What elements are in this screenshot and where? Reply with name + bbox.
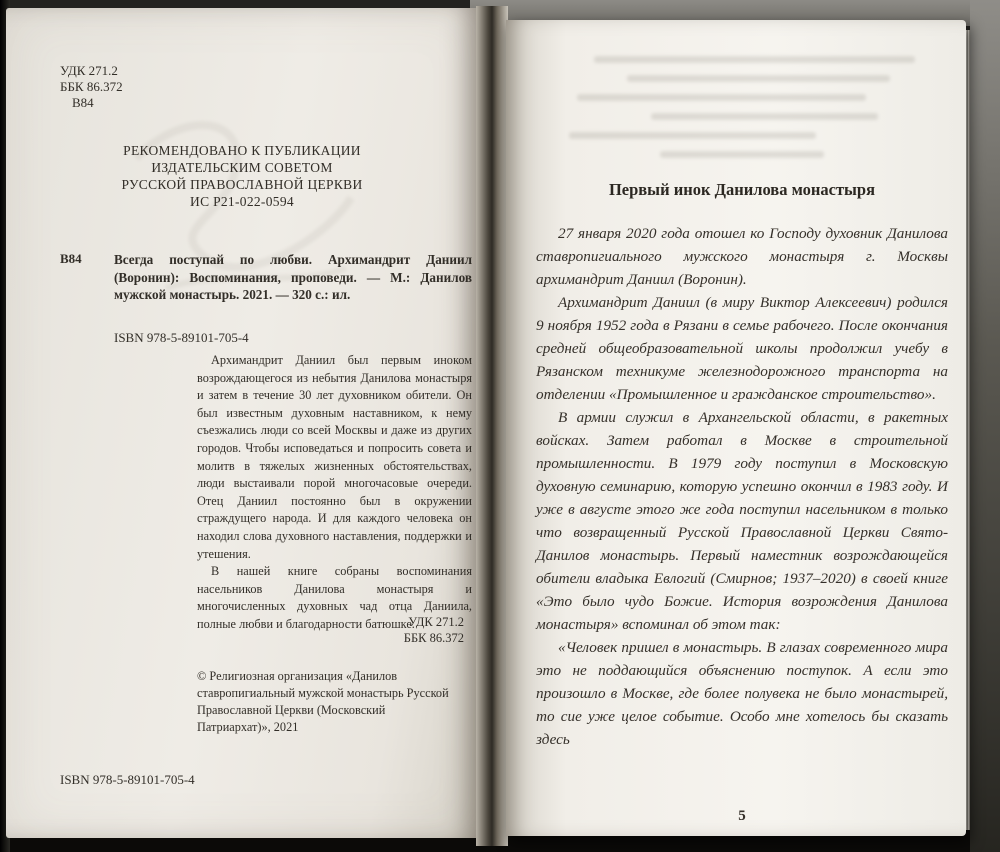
page-number: 5	[738, 808, 746, 824]
isbn-number: ISBN 978-5-89101-705-4	[114, 330, 249, 345]
catalog-code: В84	[60, 251, 82, 266]
recommendation-line: ИС Р21-022-0594	[190, 194, 294, 209]
show-through-line	[627, 75, 891, 82]
show-through-line	[577, 94, 865, 101]
body-paragraph: Архимандрит Даниил (в миру Виктор Алексеевич) родился 9 ноября 1952 года в Рязани в семье рабочего. После окончания средней общеобразовательной школы продолжил учебу в Рязанском техникуме железнодорожного транспорта на отделении «Промышленное и гражданское строительство».	[536, 294, 948, 403]
show-through-line	[594, 56, 915, 63]
recommendation-block	[46, 142, 438, 210]
book-gutter	[476, 6, 508, 846]
author-sign-code: В84	[72, 95, 94, 110]
udk-code: УДК 271.2	[408, 615, 464, 629]
body-paragraph: «Человек пришел в монастырь. В глазах современного мира это не поддающийся объяснению поступок. А если это произошло в Москве, где более полувека не было монастырей, то сие уже целое событие. Особо мне хотелось бы сказать здесь	[536, 639, 948, 748]
recommendation-line: РУССКОЙ ПРАВОСЛАВНОЙ ЦЕРКВИ	[121, 177, 363, 192]
body-paragraph: 27 января 2020 года отошел ко Господу духовник Данилова ставропигиального мужского монастыря г. Москвы архимандрит Даниил (Воронин).	[536, 225, 948, 288]
bbk-code: ББК 86.372	[403, 631, 464, 645]
right-page	[506, 20, 966, 836]
left-page	[6, 8, 478, 838]
annotation-paragraph: В нашей книге собраны воспоминания насельников Данилова монастыря и многочисленных духовных чад отца Даниила, полные любви и благодарности батюшке.	[197, 564, 472, 631]
show-through-line	[569, 132, 816, 139]
table-surface-right	[970, 0, 1000, 852]
show-through-line	[660, 151, 825, 158]
chapter-body	[536, 222, 948, 751]
recommendation-line: РЕКОМЕНДОВАНО К ПУБЛИКАЦИИ	[123, 143, 361, 158]
udk-code: УДК 271.2	[60, 63, 118, 78]
body-paragraph: В армии служил в Архангельской области, в ракетных войсках. Затем работал в Москве в строительной промышленности. В 1979 году поступил в Московскую духовную семинарию, которую успешно окончил в 1983 году. И уже в августе этого же года поступил насельником в только что возвращенный Русской Православной Церкви Свято-Данилов монастырь. Первый наместник возрождающейся обители владыка Евлогий (Смирнов; 1937–2020) в своей книге «Это было чудо Божие. История возрождения Данилова монастыря» вспоминал об этом так:	[536, 409, 948, 633]
classification-codes-top	[60, 63, 123, 111]
isbn-number-bottom: ISBN 978-5-89101-705-4	[60, 772, 195, 787]
copyright-notice: © Религиозная организация «Данилов ставропигиальный мужской монастырь Русской Православной Церкви (Московский Патриархат)», 2021	[197, 669, 449, 734]
bbk-code: ББК 86.372	[60, 79, 123, 94]
show-through-text	[536, 56, 948, 170]
show-through-line	[651, 113, 878, 120]
catalog-card	[60, 251, 472, 304]
annotation	[197, 352, 472, 634]
annotation-paragraph: Архимандрит Даниил был первым иноком возрождающегося из небытия Данилова монастыря и затем в течение 30 лет духовником обители. Он был известным духовным наставником, к нему съезжались люди со всей Москвы и даже из других городов. Чтобы исповедаться и попросить совета и молитв в тяжелых жизненных обстоятельствах, люди выстаивали порой многочасовые очереди. Отец Даниил постоянно был в окружении страждущего народа. И для каждого человека он находил слова духовного наставления, поддержки и утешения.	[197, 353, 472, 561]
recommendation-line: ИЗДАТЕЛЬСКИМ СОВЕТОМ	[151, 160, 333, 175]
classification-codes-bottom	[344, 614, 464, 646]
catalog-entry: Всегда поступай по любви. Архимандрит Даниил (Воронин): Воспоминания, проповеди. — М.: Данилов мужской монастырь. 2021. — 320 с.: ил.	[114, 252, 472, 302]
chapter-title: Первый инок Данилова монастыря	[608, 180, 876, 199]
